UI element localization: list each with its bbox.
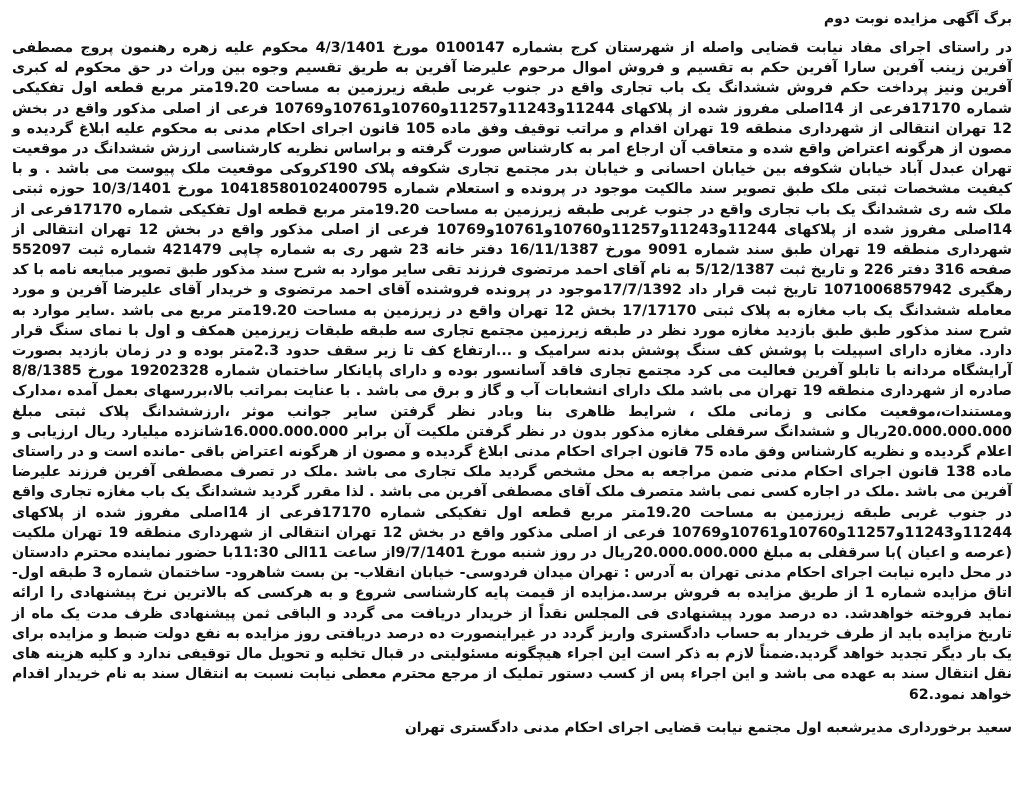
notice-signature: سعید برخورداری مدیرشعبه اول مجتمع نیابت قضایی اجرای احکام مدنی دادگستری تهران — [404, 719, 1012, 736]
notice-body: در راستای اجرای مفاد نیابت قضایی واصله از شهرستان کرج بشماره 0100147 مورخ 4/3/1401 محکوم علیه زهره رهنمون پروج مصطفی آفرین زینب آفرین سارا آفرین حکم به تقسیم و فروش اموال مرحوم علیرضا آفرین به طریق تقسیم وجوه بین وراث در حق محکوم له کبری آفرین ونیز پرداخت حکم فروش ششدانگ یک باب تجاری واقع در جنوب غربی طبقه زیرزمین به مساحت 19.20متر مربع قطعه اول تفکیکی شماره 17170فرعی از 14اصلی مفروز شده از پلاکهای 11244و11243و11257و10760و10761و10769 فرعی از اصلی مذکور واقع در بخش 12 تهران انتقالی از شهرداری منطقه 19 تهران اقدام و مراتب توقیف وفق ماده 105 قانون اجرای احکام مدنی به محکوم علیه ابلاغ گردیده و مصون از هرگونه اعتراض واقع شده و متعاقب آن ارجاع امر به کارشناس صورت گرفته و براساس نظریه کارشناسی ارزش ششدانگ در موقعیت تهران عبدل آباد خیابان شکوفه بین خیابان احسانی و خیابان بدر مجتمع تجاری شکوفه پلاک 190کروکی موقعیت ملک پیوست می باشد . و با کیفیت مشخصات ثبتی ملک طبق تصویر سند مالکیت موجود در پرونده و استعلام شماره 10418580102400795 مورخ 10/3/1401 حوزه ثبتی ملک شه ری ششدانگ یک باب تجاری واقع در جنوب غربی طبقه زیرزمین به مساحت 19.20متر مربع قطعه اول تفکیکی شماره 17170فرعی از 14اصلی مفروز شده از پلاکهای 11244و11243و11257و10760و10761و10769 فرعی از اصلی مذکور واقع در بخش 12 تهران انتقالی از شهرداری منطقه 19 تهران طبق سند شماره 9091 مورخ 16/11/1387 دفتر خانه 23 شهر ری به شماره چاپی 421479 شماره ثبت 552097 صفحه 316 دفتر 226 و تاریخ ثبت 5/12/1387 به نام آقای احمد مرتضوی فرزند تقی سایر موارد به شرح سند مذکور طبق تصویر مبایعه نامه با کد رهگیری 1071006857942 تاریخ ثبت قرار داد 17/7/1392موجود در پرونده فروشنده آقای احمد مرتضوی و خریدار آقای علیرضا آفرین و مورد معامله ششدانگ یک باب مغازه به پلاک ثبتی 17/17170 بخش 12 تهران واقع در زیرزمین به مساحت 19.20متر مربع می باشد .سایر موارد به شرح سند مذکور طبق طبق بازدید مغازه مورد نظر در طبقه زیرزمین مجتمع تجاری سه طبقه طبقات زیرزمین همکف و اول با نمای سنگ قرار دارد. مغازه دارای اسپیلت با پوشش کف سنگ پوشش بدنه سرامیک و ...ارتفاع کف تا زیر سقف حدود 2.3متر بوده و در زمان بازدید بصورت آرایشگاه مردانه با تابلو آفرین فعالیت می کرد مجتمع تجاری فاقد آسانسور بوده و دارای پایانکار ساختمان شماره 19202328 مورخ 8/8/1385 صادره از شهرداری منطقه 19 تهران می باشد ملک دارای انشعابات آب و گاز و برق می باشد . با عنایت بمراتب بالا،بررسهای بعمل آمده ،مدارک ومستندات،موقعیت مکانی و زمانی ملک ، شرایط ظاهری بنا وبادر نظر گرفتن سایر جوانب موثر ،ارزششدانگ پلاک ثبتی مبلغ 20.000.000.000ریال و ششدانگ سرقفلی مغازه مذکور بدون در نظر گرفتن ملکیت آن برابر 16.000.000.000شانزده میلیارد ریال ارزیابی و اعلام گردیده و نظریه کارشناس وفق ماده 75 قانون اجرای احکام مدنی ابلاغ گردیده و مصون از هرگونه اعتراض باقی -مانده است و در راستای ماده 138 قانون اجرای احکام مدنی ضمن مراجعه به محل مشخص گردید ملک تجاری می باشد .ملک در تصرف مصطفی آفرین فرزند علیرضا آفرین می باشد .ملک در اجاره کسی نمی باشد متصرف ملک آقای مصطفی آفرین می باشد . لذا مقرر گردید ششدانگ یک باب مغازه تجاری واقع در جنوب غربی طبقه زیرزمین به مساحت 19.20متر مربع قطعه اول تفکیکی شماره 17170فرعی از 14اصلی مفروز شده از پلاکهای 11244و11243و11257و10760و10761و10769 فرعی از اصلی مذکور واقع در بخش 12 تهران انتقالی از شهرداری منطقه 19 تهران ملکیت (عرصه و اعیان )با سرقفلی به مبلغ 20.000.000.000ریال در روز شنبه مورخ 9/7/1401از ساعت 11الی 11:30با حضور نماینده محترم دادستان در محل دایره نیابت اجرای احکام مدنی تهران به آدرس : تهران میدان فردوسی- خیابان انقلاب- بن بست شاهرود- ساختمان شماره 3 طبقه اول-اتاق مزایده شماره 1 از طریق مزایده به فروش برسد.مزایده از قیمت پایه کارشناسی شروع و به هرکسی که بالاترین نرخ پیشنهادی را ارائه نماید فروخته خواهدشد. ده درصد مورد پیشنهادی فی المجلس نقداً از خریدار دریافت می گردد و الباقی ثمن پیشنهادی ظرف مدت یک ماه از تاریخ مزایده باید از طرف خریدار به حساب دادگستری واریز گردد در غیراینصورت ده درصد دریافتی روز مزایده به نفع دولت ضبط و مزایده برای یک بار دیگر تجدید خواهد گردید.ضمناً لازم به ذکر است این اجراء هیچگونه مسئولیتی در قبال تخلیه و تحویل مال توقیفی ندارد و کلیه هزینه های نقل انتقال سند به عهده می باشد و این اجراء پس از کسب دستور تملیک از مرجع محترم معطی نیابت نسبت به انتقال سند به نام خریدار اقدام خواهد نمود.62 — [12, 40, 1013, 703]
notice-title: برگ آگهی مزایده نوبت دوم — [823, 11, 1012, 27]
